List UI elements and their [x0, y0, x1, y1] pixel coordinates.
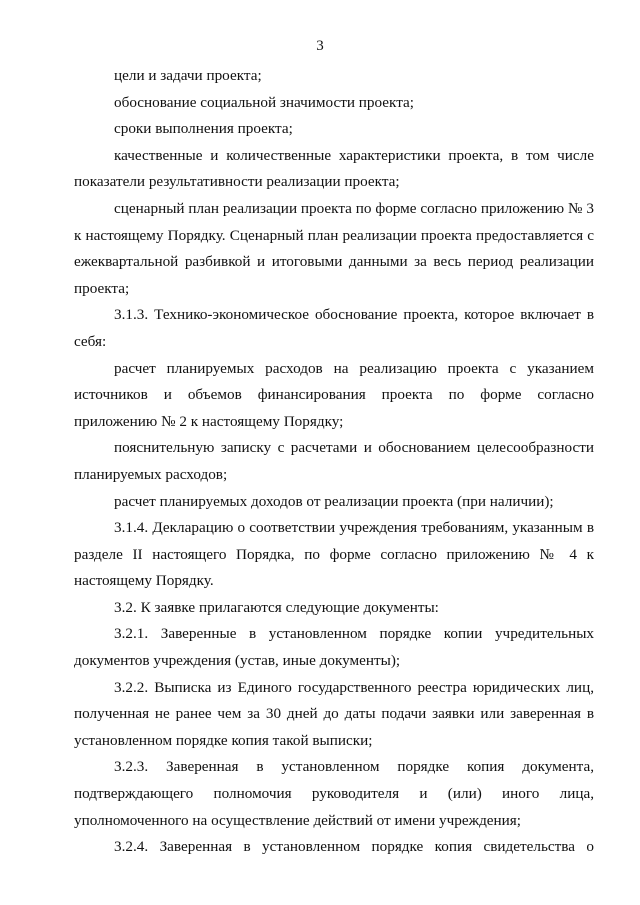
paragraph: сценарный план реализации проекта по форме согласно приложению № 3 к настоящему Порядку. Сценарный план реализации проекта предоставляется с ежеквартальной разбивкой и итоговыми данными за весь период реализации проекта; — [74, 199, 594, 297]
paragraph: расчет планируемых доходов от реализации проекта (при наличии); — [114, 492, 554, 510]
paragraph: пояснительную записку с расчетами и обоснованием целесообразности планируемых расходов; — [74, 439, 594, 483]
paragraph: расчет планируемых расходов на реализацию проекта с указанием источников и объемов финансирования проекта по форме согласно приложению № 2 к настоящему Порядку; — [74, 359, 594, 430]
paragraph: 3.1.3. Технико-экономическое обоснование проекта, которое включает в себя: — [74, 306, 594, 350]
paragraph: 3.2.2. Выписка из Единого государственного реестра юридических лиц, полученная не ранее чем за 30 дней до даты подачи заявки или заверенная в установленном порядке копия такой выписки; — [74, 678, 594, 749]
paragraph: качественные и количественные характеристики проекта, в том числе показатели результативности реализации проекта; — [74, 146, 594, 191]
paragraph: 3.2.1. Заверенные в установленном порядке копии учредительных документов учреждения (устав, иные документы); — [74, 625, 594, 670]
paragraph: 3.2. К заявке прилагаются следующие документы: — [114, 598, 439, 616]
page-body — [74, 63, 594, 861]
paragraph: сроки выполнения проекта; — [114, 120, 293, 138]
paragraph: 3.2.4. Заверенная в установленном порядке копия свидетельства о — [114, 838, 594, 856]
paragraph: обоснование социальной значимости проекта; — [114, 93, 414, 111]
paragraph: 3.1.4. Декларацию о соответствии учреждения требованиям, указанным в разделе II настоящего Порядка, по форме согласно приложению № 4 к настоящему Порядку. — [74, 519, 594, 590]
paragraph: цели и задачи проекта; — [114, 67, 262, 84]
page-number: 3 — [316, 38, 324, 54]
paragraph: 3.2.3. Заверенная в установленном порядке копия документа, подтверждающего полномочия руководителя и (или) иного лица, уполномоченного на осуществление действий от имени учреждения; — [74, 758, 594, 829]
